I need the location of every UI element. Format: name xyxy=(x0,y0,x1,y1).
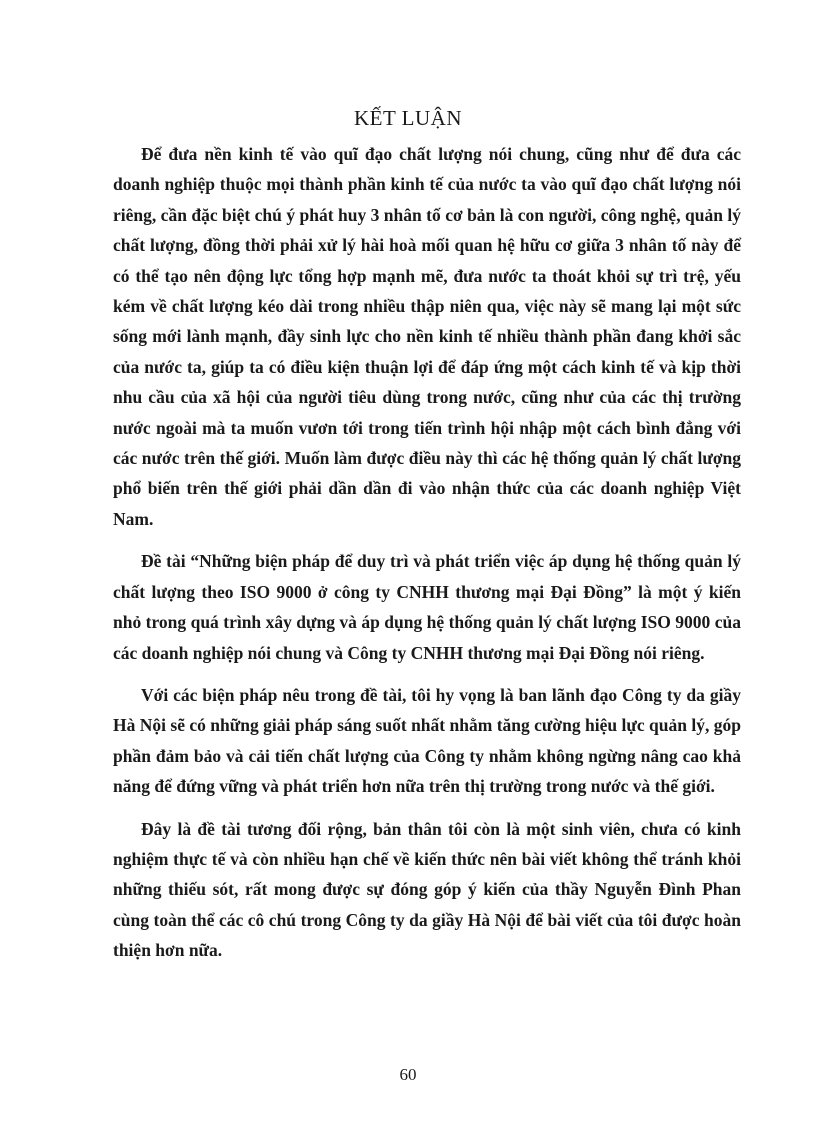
page-number: 60 xyxy=(399,1065,417,1084)
page-title: KẾT LUẬN xyxy=(353,106,462,130)
paragraph-2: Đề tài “Những biện pháp để duy trì và phát triển việc áp dụng hệ thống quản lý chất lượng theo ISO 9000 ở công ty CNHH thương mại Đại Đồng” là một ý kiến nhỏ trong quá trình xây dựng và áp dụng hệ thống quản lý chất lượng ISO 9000 của các doanh nghiệp nói chung và Công ty CNHH thương mại Đại Đồng nói riêng. xyxy=(113,551,741,663)
paragraph-1: Để đưa nền kinh tế vào quĩ đạo chất lượng nói chung, cũng như để đưa các doanh nghiệp thuộc mọi thành phần kinh tế của nước ta vào quĩ đạo chất lượng nói riêng, cần đặc biệt chú ý phát huy 3 nhân tố cơ bản là con người, công nghệ, quản lý chất lượng, đồng thời phải xử lý hài hoà mối quan hệ hữu cơ giữa 3 nhân tố này để có thể tạo nên động lực tổng hợp mạnh mẽ, đưa nước ta thoát khỏi sự trì trệ, yếu kém về chất lượng kéo dài trong nhiều thập niên qua, việc này sẽ mang lại một sức sống mới lành mạnh, đầy sinh lực cho nền kinh tế nhiều thành phần đang khởi sắc của nước ta, giúp ta có điều kiện thuận lợi để đáp ứng một cách kinh tế và kịp thời nhu cầu của xã hội của người tiêu dùng trong nước, cũng như của các thị trường nước ngoài mà ta muốn vươn tới trong tiến trình hội nhập một cách bình đẳng với các nước trên thế giới. Muốn làm được điều này thì các hệ thống quản lý chất lượng phổ biến trên thế giới phải dần dần đi vào nhận thức của các doanh nghiệp Việt Nam. xyxy=(113,144,741,529)
paragraph-4: Đây là đề tài tương đối rộng, bản thân tôi còn là một sinh viên, chưa có kinh nghiệm thực tế và còn nhiều hạn chế về kiến thức nên bài viết không thể tránh khỏi những thiếu sót, rất mong được sự đóng góp ý kiến của thầy Nguyễn Đình Phan cùng toàn thể các cô chú trong Công ty da giầy Hà Nội để bài viết của tôi được hoàn thiện hơn nữa. xyxy=(113,818,741,961)
paragraph-3: Với các biện pháp nêu trong đề tài, tôi hy vọng là ban lãnh đạo Công ty da giầy Hà Nội sẽ có những giải pháp sáng suốt nhất nhằm tăng cường hiệu lực quản lý, góp phần đảm bảo và cải tiến chất lượng của Công ty nhằm không ngừng nâng cao khả năng để đứng vững và phát triển hơn nữa trên thị trường trong nước và thế giới. xyxy=(113,684,741,797)
body-text xyxy=(113,139,741,966)
